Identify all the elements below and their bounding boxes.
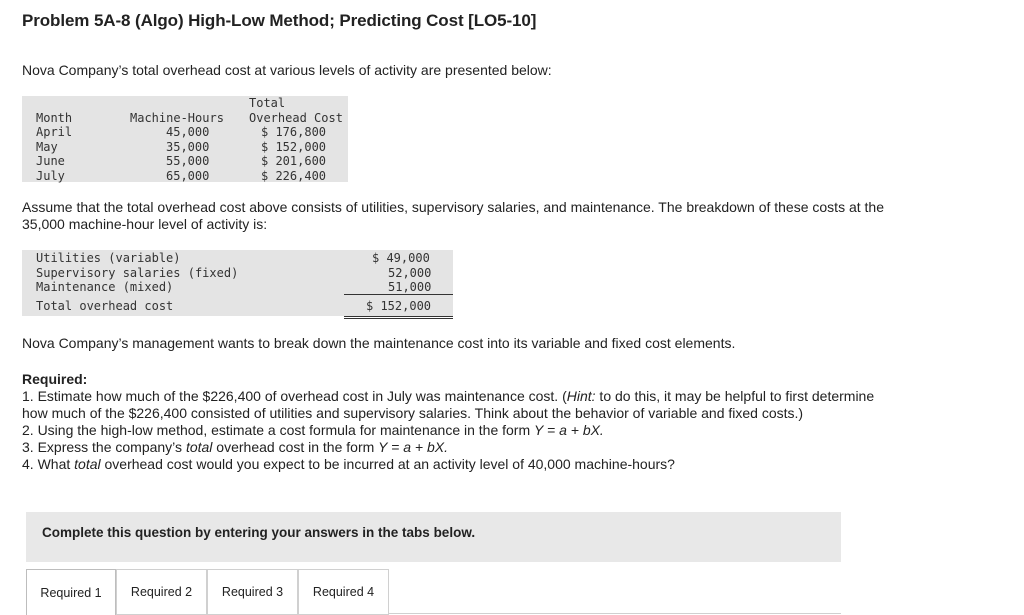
required-item-1 [22, 388, 902, 422]
required-3-text: 3. Express the company’s [22, 439, 186, 455]
subtotal-rule [344, 294, 453, 295]
emphasis-total: total [185, 439, 213, 455]
required-3-text-cont: overhead cost in the form [212, 439, 379, 455]
header-total-2: Overhead Cost [249, 110, 343, 125]
required-2-text: 2. Using the high-low method, estimate a cost formula for maintenance in the form [22, 422, 535, 438]
management-text: Nova Company’s management wants to break down the maintenance cost into its variable and fixed cost elements. [22, 335, 736, 351]
intro-text: Nova Company’s total overhead cost at various levels of activity are presented below: [22, 62, 552, 78]
hint-label: Hint: [566, 388, 596, 404]
tab-required-1[interactable]: Required 1 [26, 569, 116, 615]
row-mh: 45,000 [166, 125, 210, 139]
instruction-banner [26, 512, 841, 562]
required-4-text: 4. What [22, 456, 75, 472]
header-machine-hours: Machine-Hours [130, 110, 224, 125]
banner-text: Complete this question by entering your answers in the tabs below. [42, 525, 476, 540]
row-cost: $ 201,600 [261, 154, 327, 168]
breakdown-value: 51,000 [388, 280, 432, 294]
tab-required-3[interactable]: Required 3 [207, 569, 298, 615]
tab-required-2[interactable]: Required 2 [116, 569, 207, 615]
row-mh: 65,000 [166, 168, 210, 183]
breakdown-label: Maintenance (mixed) [36, 280, 174, 294]
row-cost: $ 176,800 [261, 125, 327, 139]
formula: Y = a + bX. [534, 422, 604, 438]
formula: Y = a + bX. [378, 439, 448, 455]
row-cost: $ 226,400 [261, 168, 327, 183]
emphasis-total: total [74, 456, 101, 472]
breakdown-value: $ 49,000 [372, 251, 430, 265]
required-item-3 [22, 439, 902, 456]
required-4-text-cont: overhead cost would you expect to be incurred at an activity level of 40,000 machine-hours? [100, 456, 675, 472]
required-list [22, 388, 902, 473]
row-month: July [36, 168, 65, 183]
row-mh: 55,000 [166, 154, 210, 168]
total-double-rule-1 [344, 316, 453, 317]
row-month: April [36, 125, 73, 139]
required-1-text: 1. Estimate how much of the $226,400 of overhead cost in July was maintenance cost. ( [22, 388, 567, 404]
breakdown-total-value: $ 152,000 [366, 299, 432, 313]
row-month: May [36, 139, 58, 154]
tab-required-4[interactable]: Required 4 [298, 569, 389, 615]
row-mh: 35,000 [166, 139, 210, 154]
breakdown-label: Utilities (variable) [36, 251, 181, 265]
row-month: June [36, 154, 65, 168]
header-month: Month [36, 110, 73, 125]
breakdown-total-label: Total overhead cost [36, 299, 174, 313]
required-heading: Required: [22, 371, 88, 387]
row-cost: $ 152,000 [261, 139, 327, 154]
required-item-2 [22, 422, 902, 439]
total-double-rule-2 [344, 318, 453, 319]
required-item-4 [22, 456, 902, 473]
assume-text: Assume that the total overhead cost above consists of utilities, supervisory salaries, and maintenance. The breakdown of these costs at the 35,000 machine-hour level of activity is: [22, 199, 884, 232]
required-1-text-cont: to do this, it may be helpful to first determine how much of the $226,400 consisted of utilities and supervisory salaries. Think about the behavior of variable and fixed costs.) [22, 388, 875, 421]
breakdown-value: 52,000 [388, 265, 432, 280]
page-title: Problem 5A-8 (Algo) High-Low Method; Predicting Cost [LO5-10] [22, 11, 537, 30]
header-total-1: Total [249, 96, 286, 110]
breakdown-label: Supervisory salaries (fixed) [36, 265, 239, 280]
